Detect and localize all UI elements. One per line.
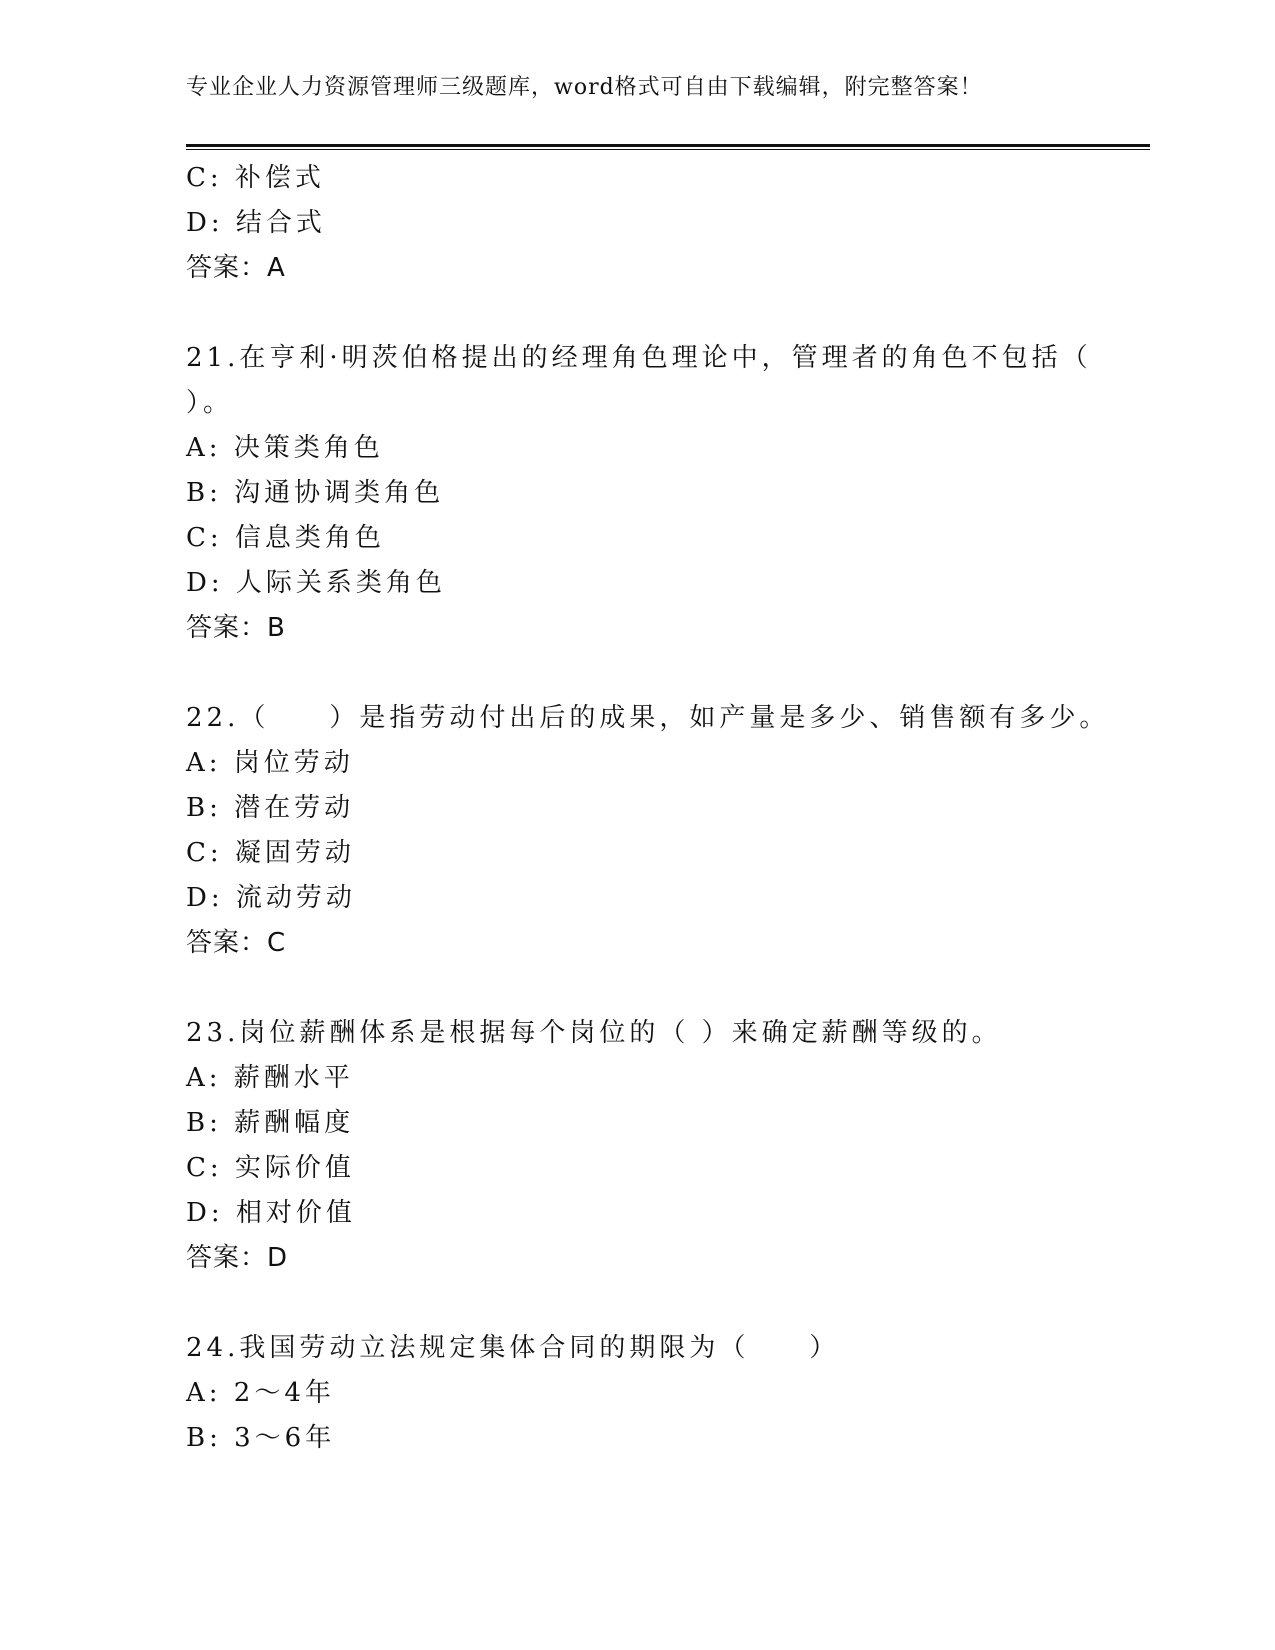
question-text: 22.（ ）是指劳动付出后的成果，如产量是多少、销售额有多少。 <box>186 703 1110 733</box>
option-line: B: 3～6年 <box>186 1423 336 1453</box>
option-line: A: 岗位劳动 <box>186 748 354 778</box>
header-divider <box>186 144 1150 150</box>
option-line: C: 信息类角色 <box>186 523 385 553</box>
option-line: C: 实际价值 <box>186 1153 355 1183</box>
option-line: A: 薪酬水平 <box>186 1063 354 1093</box>
option-line: D: 人际关系类角色 <box>186 568 446 598</box>
question-text: 24.我国劳动立法规定集体合同的期限为（ ） <box>186 1333 840 1363</box>
option-line: B: 薪酬幅度 <box>186 1108 355 1138</box>
blank-line <box>186 1281 1086 1326</box>
blank-line <box>186 651 1086 696</box>
answer-line: 答案：A <box>186 253 286 283</box>
option-line: A: 决策类角色 <box>186 433 384 463</box>
answer-line: 答案：B <box>186 613 286 643</box>
option-line: A: 2～4年 <box>186 1378 335 1408</box>
option-line: D: 流动劳动 <box>186 883 356 913</box>
page-header: 专业企业人力资源管理师三级题库，word格式可自由下载编辑，附完整答案！ <box>186 75 983 100</box>
option-line: B: 沟通协调类角色 <box>186 478 445 508</box>
answer-line: 答案：C <box>186 928 287 958</box>
option-line: D: 相对价值 <box>186 1198 356 1228</box>
blank-line <box>186 291 1086 336</box>
blank-line <box>186 966 1086 1011</box>
question-text: 21.在亨利·明茨伯格提出的经理角色理论中，管理者的角色不包括（ <box>186 343 1092 373</box>
option-line: B: 潜在劳动 <box>186 793 355 823</box>
option-line: C: 凝固劳动 <box>186 838 355 868</box>
option-line: D: 结合式 <box>186 208 326 238</box>
question-content <box>186 156 1110 1461</box>
answer-line: 答案：D <box>186 1243 289 1273</box>
question-text: 23.岗位薪酬体系是根据每个岗位的（ ）来确定薪酬等级的。 <box>186 1018 1002 1048</box>
question-text: ）。 <box>186 388 234 418</box>
option-line: C: 补偿式 <box>186 163 325 193</box>
